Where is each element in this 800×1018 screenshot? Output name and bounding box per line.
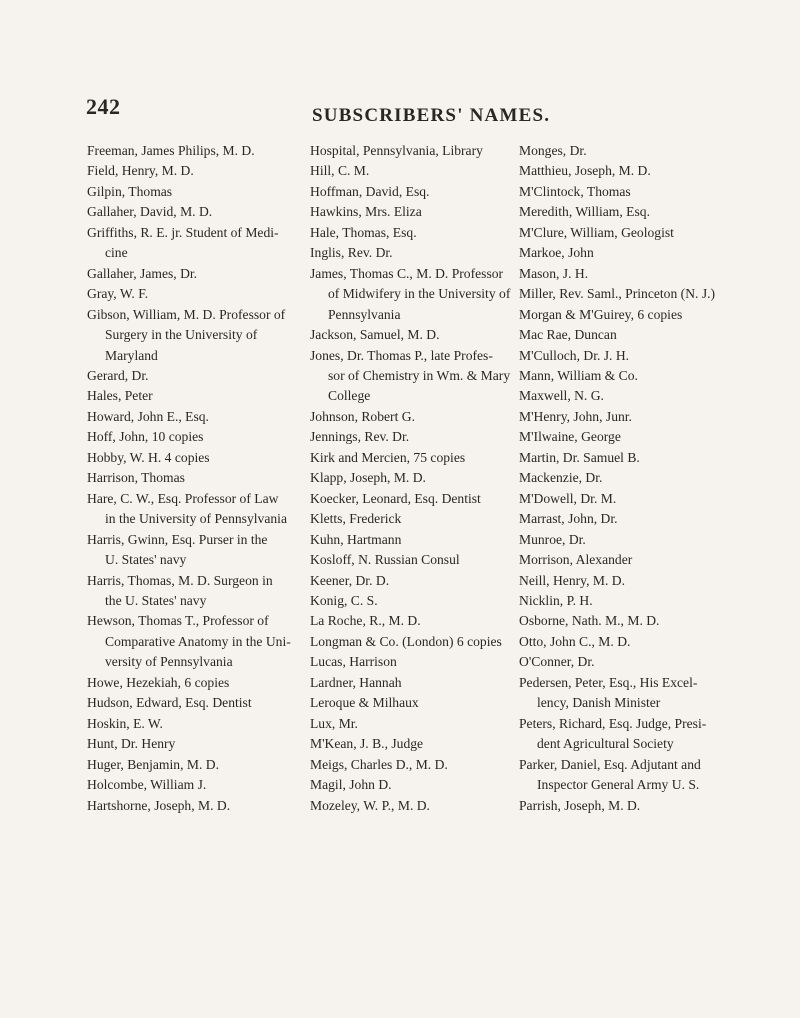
subscriber-entry: Gilpin, Thomas [87,183,173,199]
subscriber-column-1 [87,141,291,816]
subscriber-entry: Harrison, Thomas [87,470,185,486]
subscriber-entry-continuation: in the University of Pennsylvania [105,511,287,527]
subscriber-entry-continuation: Inspector General Army U. S. [537,777,700,793]
subscriber-entry: Hales, Peter [87,388,153,404]
subscriber-entry: Morgan & M'Guirey, 6 copies [519,306,683,322]
subscriber-entry: Jackson, Samuel, M. D. [310,327,440,343]
subscriber-entry: M'Dowell, Dr. M. [519,490,617,506]
subscriber-entry: Howard, John E., Esq. [87,408,209,424]
subscriber-entry-continuation: College [328,388,371,404]
subscriber-entry: M'Kean, J. B., Judge [310,736,424,752]
subscriber-entry: Morrison, Alexander [519,552,633,568]
subscriber-entry: Johnson, Robert G. [310,408,415,424]
subscriber-entry: Gallaher, James, Dr. [87,265,198,281]
subscriber-entry-continuation: versity of Pennsylvania [105,654,233,670]
subscriber-entry: M'Clure, William, Geologist [519,224,674,240]
subscriber-entry-continuation: Surgery in the University of [105,327,258,343]
subscriber-entry: Leroque & Milhaux [310,695,419,711]
subscriber-entry: James, Thomas C., M. D. Professor [310,265,504,281]
subscriber-entry: Hartshorne, Joseph, M. D. [87,797,231,813]
subscriber-entry: Matthieu, Joseph, M. D. [519,163,651,179]
subscriber-entry: Marrast, John, Dr. [519,511,618,527]
subscriber-entry: Holcombe, William J. [87,777,207,793]
running-head-title: SUBSCRIBERS' NAMES. [312,105,551,126]
subscriber-entry: Otto, John C., M. D. [519,633,631,649]
subscriber-entry: Monges, Dr. [519,143,587,158]
subscriber-column-3 [519,141,715,816]
subscriber-entry: Hewson, Thomas T., Professor of [87,613,269,629]
subscriber-entry: Howe, Hezekiah, 6 copies [87,674,230,690]
subscriber-entry: Peters, Richard, Esq. Judge, Presi- [519,715,707,731]
subscriber-entry: Longman & Co. (London) 6 copies [310,633,502,649]
subscriber-entry: Harris, Thomas, M. D. Surgeon in [87,572,273,588]
subscriber-entry: Hoskin, E. W. [87,715,163,731]
subscriber-entry: Parker, Daniel, Esq. Adjutant and [519,756,701,772]
subscriber-entry: Jones, Dr. Thomas P., late Profes- [310,347,493,363]
subscriber-entry: Hospital, Pennsylvania, Library [310,143,483,158]
subscriber-entry: Hoffman, David, Esq. [310,183,430,199]
subscriber-entry-continuation: of Midwifery in the University of [328,286,511,302]
subscriber-entry: Jennings, Rev. Dr. [310,429,410,445]
subscriber-entry: Hoff, John, 10 copies [87,429,204,445]
subscriber-entry: Miller, Rev. Saml., Princeton (N. J.) [519,286,716,302]
subscriber-entry: Huger, Benjamin, M. D. [87,756,219,772]
subscriber-entry-continuation: cine [105,245,128,261]
subscriber-column-2 [310,141,510,816]
subscriber-entry-continuation: the U. States' navy [105,592,207,608]
subscriber-entry-continuation: U. States' navy [105,552,187,568]
subscriber-entry: Hale, Thomas, Esq. [310,224,417,240]
subscriber-entry: Gibson, William, M. D. Professor of [87,306,286,322]
subscriber-entry: Magil, John D. [310,777,392,793]
subscriber-entry: Gallaher, David, M. D. [87,204,213,220]
subscriber-entry: Nicklin, P. H. [519,592,593,608]
subscriber-entry: La Roche, R., M. D. [310,613,421,629]
subscriber-entry: Kosloff, N. Russian Consul [310,552,460,568]
subscriber-entry: Meredith, William, Esq. [519,204,650,220]
subscriber-entry: Kuhn, Hartmann [310,531,402,547]
subscriber-entry: Maxwell, N. G. [519,388,604,404]
subscriber-entry: Hobby, W. H. 4 copies [87,449,210,465]
subscriber-entry: Mackenzie, Dr. [519,470,603,486]
subscriber-entry: Martin, Dr. Samuel B. [519,449,640,465]
subscriber-entry: Inglis, Rev. Dr. [310,245,393,261]
subscriber-entry: Kirk and Mercien, 75 copies [310,449,466,465]
subscriber-entry: Griffiths, R. E. jr. Student of Medi- [87,224,279,240]
subscriber-entry: Gerard, Dr. [87,367,149,383]
subscriber-entry-continuation: lency, Danish Minister [537,695,661,711]
subscriber-entry: Osborne, Nath. M., M. D. [519,613,660,629]
subscriber-entry: Hunt, Dr. Henry [87,736,176,752]
subscriber-entry-continuation: dent Agricultural Society [537,736,674,752]
subscriber-entry: Koecker, Leonard, Esq. Dentist [310,490,481,506]
subscriber-entry: Kletts, Frederick [310,511,402,527]
subscriber-entry: Parrish, Joseph, M. D. [519,797,641,813]
subscriber-entry: Hawkins, Mrs. Eliza [310,204,422,220]
subscriber-entry: Munroe, Dr. [519,531,586,547]
subscriber-entry: Hare, C. W., Esq. Professor of Law [87,490,279,506]
subscriber-entry: Gray, W. F. [87,286,149,302]
subscriber-entry: Meigs, Charles D., M. D. [310,756,448,772]
subscriber-entry: Hudson, Edward, Esq. Dentist [87,695,252,711]
subscriber-entry: Lardner, Hannah [310,674,402,690]
subscriber-entry: Harris, Gwinn, Esq. Purser in the [87,531,268,547]
subscriber-entry: Klapp, Joseph, M. D. [310,470,426,486]
subscriber-entry: Pedersen, Peter, Esq., His Excel- [519,674,698,690]
subscriber-entry: Mac Rae, Duncan [519,327,617,343]
subscriber-entry: Keener, Dr. D. [310,572,390,588]
subscriber-entry-continuation: Comparative Anatomy in the Uni- [105,633,291,649]
subscriber-entry: Mozeley, W. P., M. D. [310,797,430,813]
subscriber-entry: Konig, C. S. [310,592,378,608]
subscriber-entry: M'Henry, John, Junr. [519,408,632,424]
subscriber-entry: Lux, Mr. [310,715,358,731]
subscriber-entry-continuation: sor of Chemistry in Wm. & Mary [328,367,511,383]
subscriber-entry-continuation: Maryland [105,347,158,363]
subscriber-entry: M'Ilwaine, George [519,429,621,445]
subscriber-entry: Neill, Henry, M. D. [519,572,625,588]
subscriber-entry: Mann, William & Co. [519,367,638,383]
subscriber-entry: Freeman, James Philips, M. D. [87,143,255,158]
subscriber-entry: O'Conner, Dr. [519,654,595,670]
page-number: 242 [86,94,121,119]
subscriber-entry: M'Culloch, Dr. J. H. [519,347,630,363]
subscriber-entry: Hill, C. M. [310,163,370,179]
subscriber-entry: Lucas, Harrison [310,654,397,670]
subscriber-entry: Field, Henry, M. D. [87,163,194,179]
subscriber-entry: M'Clintock, Thomas [519,183,631,199]
subscriber-entry: Markoe, John [519,245,594,261]
subscriber-entry: Mason, J. H. [519,265,589,281]
subscriber-entry-continuation: Pennsylvania [328,306,401,322]
